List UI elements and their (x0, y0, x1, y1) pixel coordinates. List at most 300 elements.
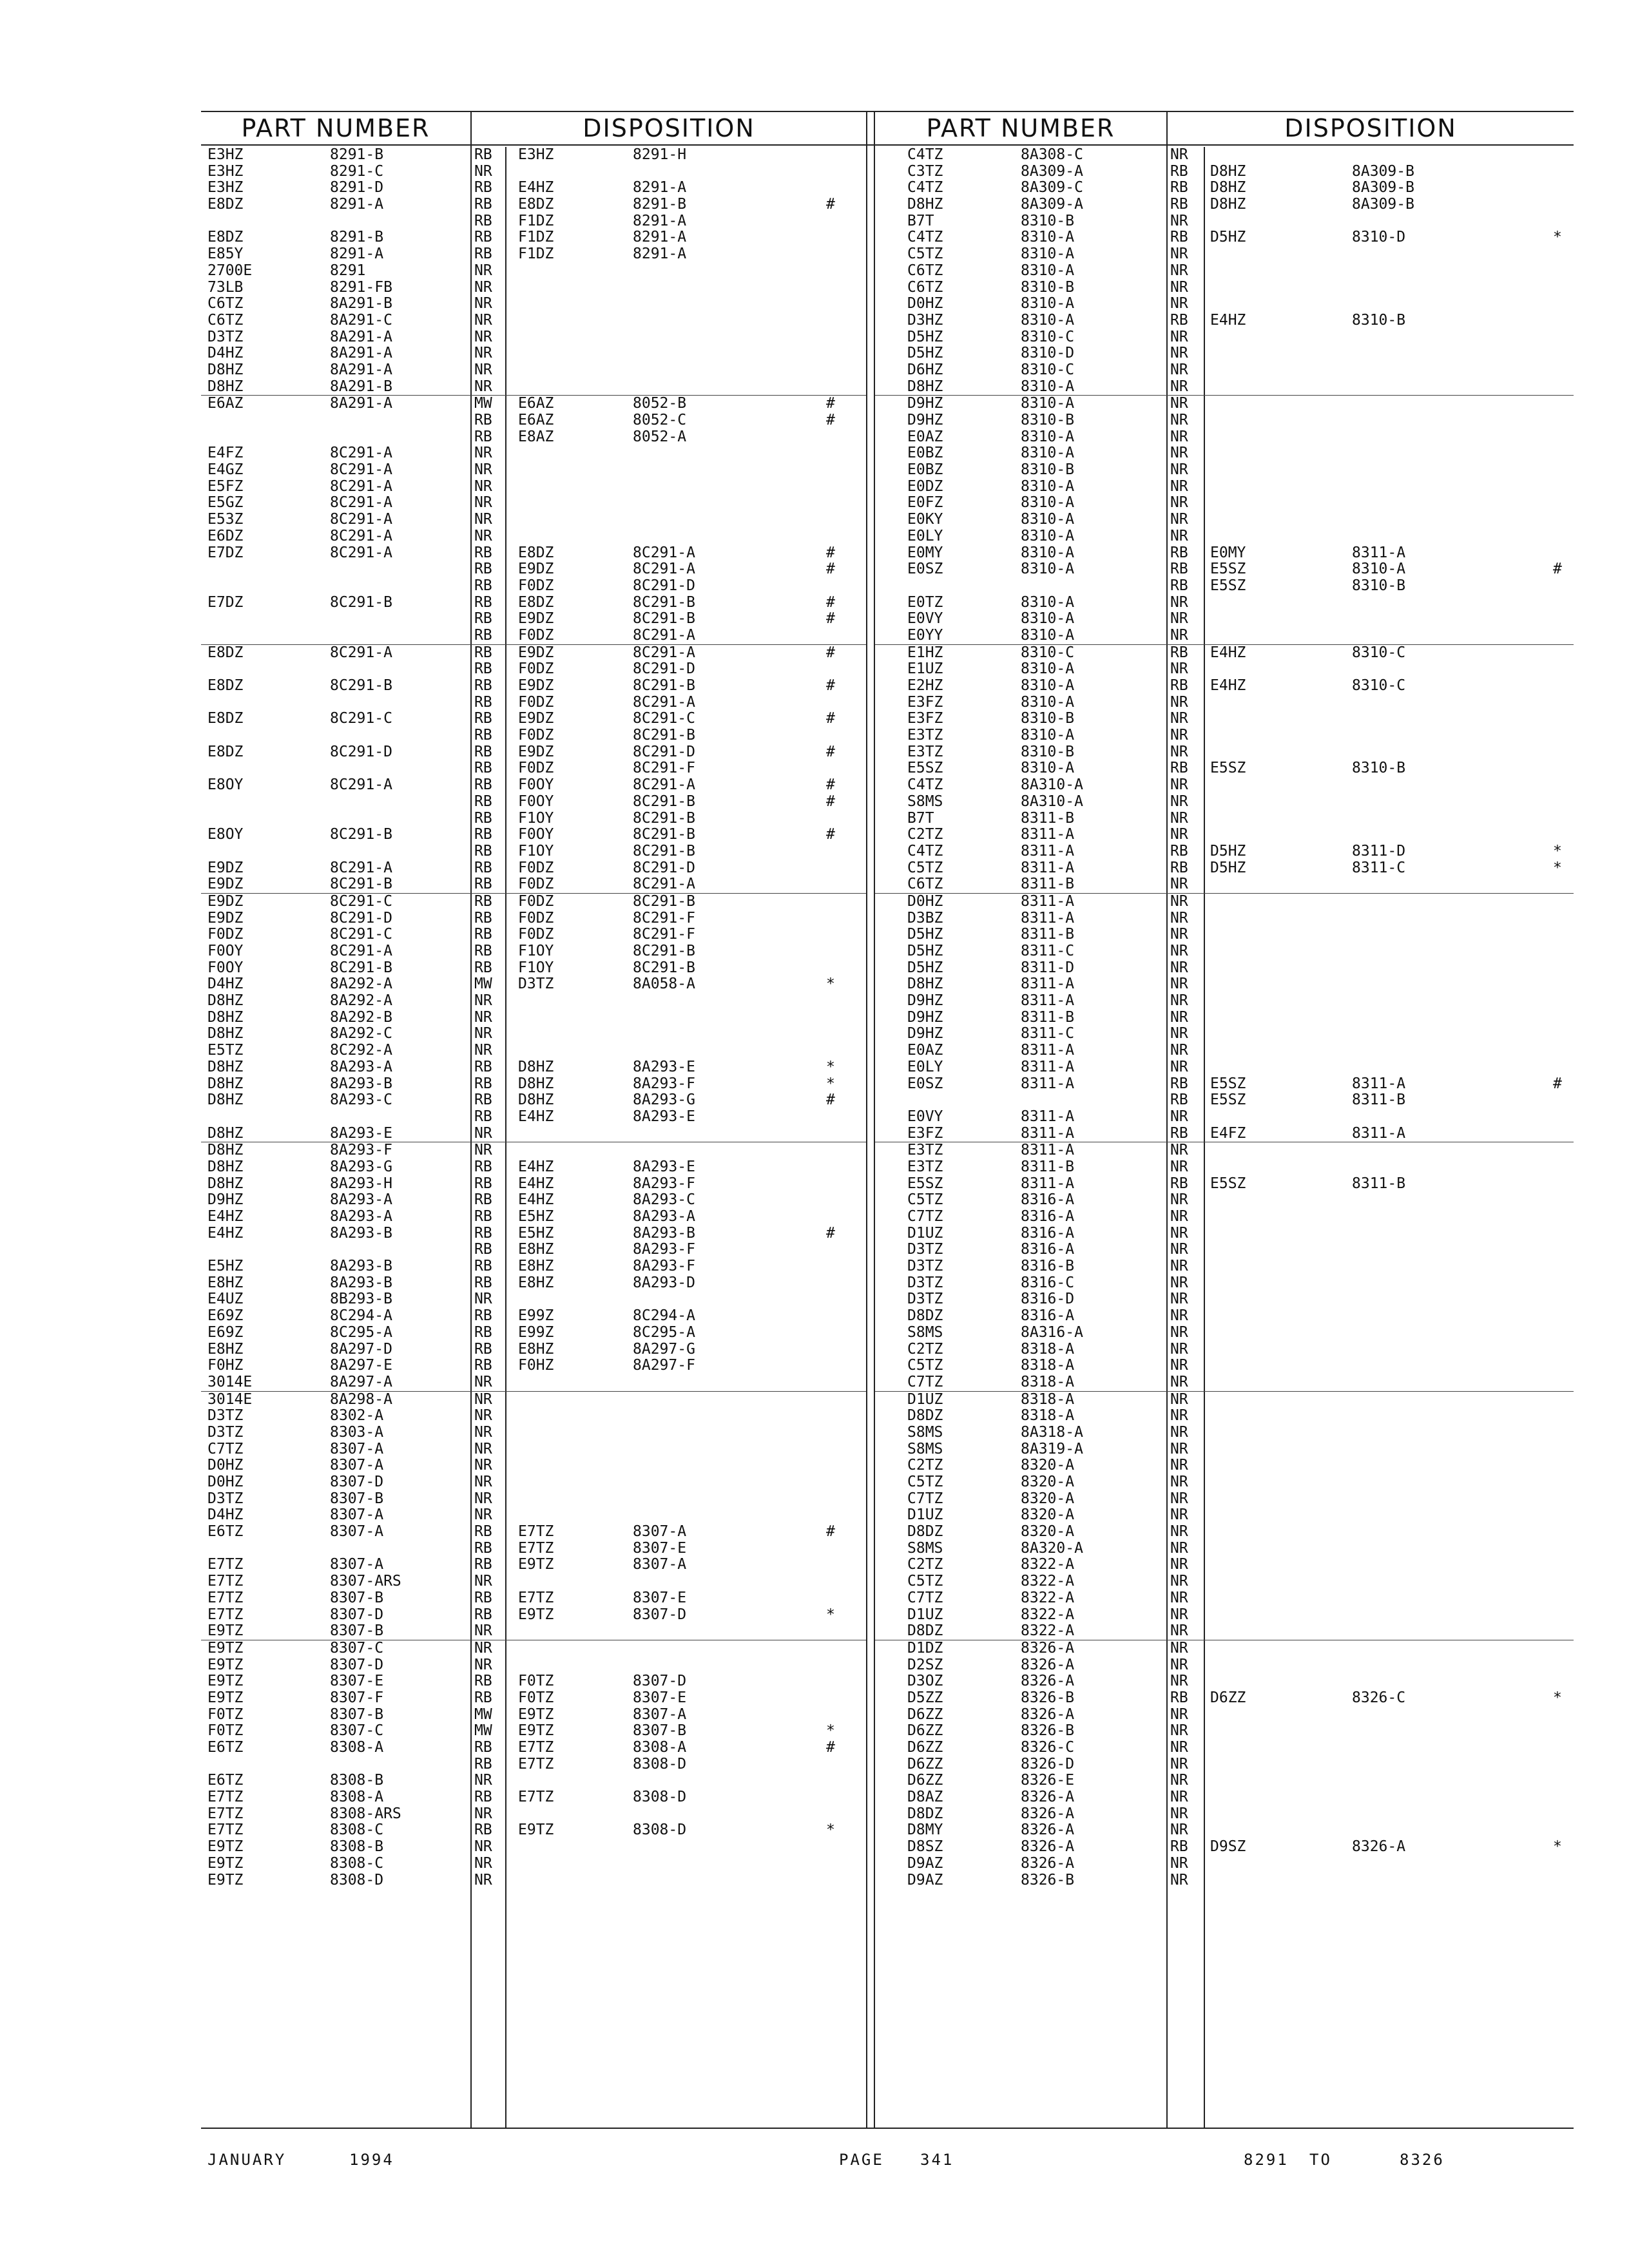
table-row (201, 1607, 866, 1624)
disposition-code: NR (1170, 1357, 1188, 1374)
disposition-code: RB (474, 1158, 492, 1175)
table-row (875, 1507, 1574, 1524)
disposition-code: NR (1170, 1340, 1188, 1358)
disposition-code: NR (1170, 909, 1188, 927)
replacement-part-code: E4HZ (1210, 311, 1246, 329)
footer-year: 1994 (349, 2151, 394, 2169)
disposition-code: RB (474, 1274, 492, 1291)
table-row (875, 744, 1574, 761)
replacement-part-number: 8307-E (633, 1539, 687, 1557)
table-row (201, 1541, 866, 1557)
note-mark: # (826, 677, 835, 694)
part-code: E0KY (907, 511, 943, 528)
part-number: 8A293-C (330, 1091, 392, 1109)
disposition-code: RB (474, 842, 492, 860)
table-row (201, 578, 866, 595)
table-row (875, 1822, 1574, 1839)
replacement-part-code: D5HZ (1210, 859, 1246, 876)
part-code: E0LY (907, 1058, 943, 1075)
disposition-code: NR (474, 1805, 492, 1822)
table-row (201, 147, 866, 164)
replacement-part-code: E5HZ (518, 1208, 554, 1225)
table-row (875, 1425, 1574, 1441)
part-code: E9TZ (207, 1689, 244, 1706)
table-row (875, 1524, 1574, 1541)
disposition-code: NR (474, 1008, 492, 1026)
footer-range-from: 8291 (1244, 2151, 1289, 2169)
table-row (875, 1740, 1574, 1756)
table-row (875, 976, 1574, 993)
part-number: 8311-A (1021, 1058, 1075, 1075)
table-row (875, 1657, 1574, 1674)
part-code: E9DZ (207, 892, 244, 910)
replacement-part-number: 8310-C (1352, 677, 1406, 694)
part-code: E5FZ (207, 477, 244, 495)
disposition-code: NR (1170, 1772, 1188, 1789)
replacement-part-number: 8307-A (633, 1523, 687, 1541)
part-number: 8311-B (1021, 926, 1075, 943)
replacement-part-number: 8052-A (633, 428, 687, 445)
part-code: S8MS (907, 1423, 943, 1441)
part-code: D8DZ (907, 1622, 943, 1640)
note-mark: * (826, 975, 835, 993)
footer-month: JANUARY (207, 2151, 287, 2169)
part-number: 8322-A (1021, 1556, 1075, 1573)
part-code: E3HZ (207, 146, 244, 163)
disposition-code: RB (474, 959, 492, 976)
note-mark: # (826, 412, 835, 428)
table-row (201, 1242, 866, 1258)
table-row (875, 894, 1574, 910)
disposition-code: RB (474, 412, 492, 428)
replacement-part-number: 8C291-D (633, 577, 695, 594)
disposition-code: RB (474, 1058, 492, 1075)
table-row (201, 1789, 866, 1806)
part-number: 8291-A (330, 245, 384, 263)
note-mark: # (826, 743, 835, 760)
replacement-part-code: D9SZ (1210, 1838, 1246, 1856)
replacement-part-code: F0DZ (518, 577, 554, 594)
disposition-code: RB (1170, 1124, 1188, 1142)
part-number: 8C291-B (330, 826, 392, 843)
note-mark: * (826, 1821, 835, 1839)
part-number: 8308-A (330, 1739, 384, 1756)
part-code: E6TZ (207, 1523, 244, 1541)
replacement-part-number: 8311-C (1352, 859, 1406, 876)
disposition-code: NR (1170, 743, 1188, 760)
part-code: F0OY (207, 959, 244, 976)
table-row (875, 1176, 1574, 1193)
part-number: 8311-A (1021, 1075, 1075, 1092)
part-number: 8C291-A (330, 943, 392, 959)
replacement-part-code: E6AZ (518, 395, 554, 412)
part-code: D1UZ (907, 1390, 943, 1408)
part-number: 8A293-B (330, 1075, 392, 1092)
disposition-code: NR (1170, 527, 1188, 544)
table-row (201, 1822, 866, 1839)
table-row (875, 1408, 1574, 1425)
replacement-part-number: 8291-A (633, 212, 687, 229)
part-code: E3HZ (207, 162, 244, 180)
replacement-part-code: E7TZ (518, 1789, 554, 1806)
part-number: 8326-B (1021, 1689, 1075, 1706)
part-number: 8311-A (1021, 826, 1075, 843)
disposition-code: RB (474, 1523, 492, 1541)
part-code: E9TZ (207, 1656, 244, 1673)
part-code: C2TZ (907, 826, 943, 843)
table-row (875, 1806, 1574, 1823)
disposition-code: RB (474, 876, 492, 893)
disposition-code: NR (1170, 511, 1188, 528)
part-code: E0LY (907, 527, 943, 544)
part-code: E0AZ (907, 428, 943, 445)
table-row (875, 362, 1574, 379)
disposition-code: NR (474, 1622, 492, 1640)
disposition-code: NR (474, 1124, 492, 1142)
disposition-code: NR (1170, 262, 1188, 279)
replacement-part-number: 8307-D (633, 1606, 687, 1623)
disposition-code: RB (1170, 1091, 1188, 1109)
part-code: E3TZ (907, 727, 943, 744)
part-code: D8DZ (907, 1407, 943, 1425)
disposition-code: NR (1170, 1589, 1188, 1606)
part-code: E9TZ (207, 1838, 244, 1856)
disposition-code: RB (474, 561, 492, 578)
disposition-code: RB (474, 577, 492, 594)
replacement-part-number: 8A293-E (633, 1108, 695, 1125)
replacement-part-number: 8310-B (1352, 577, 1406, 594)
part-code: D8HZ (207, 1175, 244, 1192)
disposition-code: NR (474, 1291, 492, 1308)
table-row (875, 1392, 1574, 1408)
part-code: D4HZ (207, 345, 244, 362)
replacement-part-number: 8052-B (633, 395, 687, 412)
part-number: 8A291-B (330, 295, 392, 312)
disposition-code: NR (1170, 727, 1188, 744)
replacement-part-number: 8310-C (1352, 644, 1406, 661)
part-code: E8OY (207, 776, 244, 794)
part-code: C4TZ (907, 146, 943, 163)
part-number: 8311-B (1021, 1008, 1075, 1026)
table-row (875, 628, 1574, 645)
table-row (875, 1209, 1574, 1225)
table-row (201, 512, 866, 528)
table-row (201, 1690, 866, 1707)
disposition-code: RB (474, 693, 492, 711)
disposition-code: RB (1170, 229, 1188, 246)
note-mark: # (826, 196, 835, 213)
part-code: E53Z (207, 511, 244, 528)
table-row (875, 910, 1574, 927)
note-mark: # (826, 826, 835, 843)
table-row (201, 1142, 866, 1159)
part-number: 8310-A (1021, 511, 1075, 528)
table-row (875, 960, 1574, 977)
table-row (201, 661, 866, 678)
disposition-code: RB (474, 1175, 492, 1192)
part-code: D9HZ (907, 1025, 943, 1043)
table-row (875, 280, 1574, 296)
note-mark: # (826, 561, 835, 578)
part-number: 8A297-A (330, 1373, 392, 1390)
replacement-part-code: E8HZ (518, 1258, 554, 1275)
right-disposition-header: DISPOSITION (1284, 114, 1457, 142)
disposition-code: RB (474, 1789, 492, 1806)
part-code: D3TZ (907, 1241, 943, 1258)
part-number: 8316-A (1021, 1208, 1075, 1225)
part-number: 8320-A (1021, 1523, 1075, 1541)
part-number: 8318-A (1021, 1357, 1075, 1374)
replacement-part-number: 8C291-A (633, 644, 695, 661)
disposition-code: RB (474, 593, 492, 611)
part-code: E5SZ (907, 1175, 943, 1192)
table-row (875, 760, 1574, 777)
part-code: 3014E (207, 1373, 253, 1390)
table-row (875, 1690, 1574, 1707)
note-mark: # (826, 610, 835, 628)
replacement-part-code: F0DZ (518, 660, 554, 678)
part-code: E8HZ (207, 1274, 244, 1291)
part-code: C7TZ (907, 1373, 943, 1390)
table-row (875, 412, 1574, 429)
disposition-code: NR (474, 1838, 492, 1856)
disposition-code: NR (474, 1407, 492, 1425)
part-number: 8A292-A (330, 975, 392, 993)
disposition-code: NR (1170, 245, 1188, 263)
part-number: 8A293-A (330, 1208, 392, 1225)
table-row (875, 1010, 1574, 1026)
replacement-part-code: E4HZ (518, 1158, 554, 1175)
disposition-code: RB (474, 859, 492, 876)
part-code: E4FZ (207, 445, 244, 462)
table-row (201, 827, 866, 843)
part-number: 8A309-A (1021, 162, 1083, 180)
part-number: 8A293-F (330, 1142, 392, 1159)
table-row (875, 811, 1574, 827)
replacement-part-code: E7TZ (518, 1523, 554, 1541)
disposition-code: NR (474, 1871, 492, 1888)
disposition-code: NR (1170, 1191, 1188, 1209)
replacement-part-code: E99Z (518, 1323, 554, 1341)
table-row (875, 1192, 1574, 1209)
table-row (201, 595, 866, 611)
replacement-part-number: 8C291-B (633, 826, 695, 843)
note-mark: # (826, 793, 835, 810)
part-number: 8311-C (1021, 1025, 1075, 1043)
replacement-part-number: 8C291-B (633, 809, 695, 827)
disposition-code: RB (1170, 644, 1188, 661)
disposition-code: NR (474, 262, 492, 279)
part-number: 8322-A (1021, 1606, 1075, 1623)
replacement-part-code: F0TZ (518, 1689, 554, 1706)
disposition-code: NR (1170, 1539, 1188, 1557)
part-number: 8A309-A (1021, 196, 1083, 213)
disposition-code: RB (1170, 760, 1188, 777)
table-row (201, 1374, 866, 1392)
part-number: 8291-B (330, 229, 384, 246)
left-part-number-header: PART NUMBER (241, 114, 430, 142)
part-number: 8307-F (330, 1689, 384, 1706)
replacement-part-code: E9DZ (518, 561, 554, 578)
part-code: C2TZ (907, 1340, 943, 1358)
part-code: E9TZ (207, 1871, 244, 1888)
disposition-code: RB (474, 727, 492, 744)
part-code: E3FZ (907, 693, 943, 711)
part-code: E0BZ (907, 461, 943, 479)
table-row (875, 528, 1574, 545)
disposition-code: NR (474, 311, 492, 329)
part-code: E7TZ (207, 1573, 244, 1590)
table-row (201, 794, 866, 811)
part-number: 8307-C (330, 1639, 384, 1657)
part-code: E3TZ (907, 1142, 943, 1159)
part-number: 8310-A (1021, 445, 1075, 462)
table-row (875, 213, 1574, 230)
replacement-part-number: 8C291-B (633, 727, 695, 744)
part-number: 8308-B (330, 1772, 384, 1789)
note-mark: * (1553, 1689, 1562, 1706)
part-number: 8C291-A (330, 859, 392, 876)
part-number: 8310-C (1021, 328, 1075, 345)
table-row (201, 1341, 866, 1358)
part-number: 8C291-C (330, 892, 392, 910)
part-code: D8AZ (907, 1789, 943, 1806)
replacement-part-code: F1DZ (518, 212, 554, 229)
replacement-part-code: E5SZ (1210, 577, 1246, 594)
part-number: 8A318-A (1021, 1423, 1083, 1441)
replacement-part-number: 8308-D (633, 1821, 687, 1839)
part-number: 8C291-B (330, 959, 392, 976)
replacement-part-number: 8308-D (633, 1755, 687, 1773)
disposition-code: RB (474, 1589, 492, 1606)
disposition-code: NR (1170, 328, 1188, 345)
table-row (201, 1507, 866, 1524)
disposition-code: NR (1170, 412, 1188, 428)
replacement-part-code: E9TZ (518, 1821, 554, 1839)
part-number: 8307-D (330, 1474, 384, 1490)
part-number: 8308-ARS (330, 1805, 401, 1822)
part-number: 8308-C (330, 1821, 384, 1839)
part-code: C6TZ (207, 311, 244, 329)
part-number: 8310-A (1021, 428, 1075, 445)
part-number: 8310-B (1021, 412, 1075, 428)
disposition-code: RB (474, 743, 492, 760)
part-number: 8310-A (1021, 626, 1075, 644)
part-number: 8A292-A (330, 992, 392, 1010)
part-code: D1DZ (907, 1639, 943, 1657)
table-row (875, 927, 1574, 943)
disposition-code: RB (474, 1323, 492, 1341)
disposition-code: NR (474, 1772, 492, 1789)
table-row (875, 147, 1574, 164)
table-row (875, 1640, 1574, 1657)
table-row (875, 1308, 1574, 1325)
note-mark: # (826, 593, 835, 611)
part-number: 8310-A (1021, 245, 1075, 263)
disposition-code: RB (474, 1357, 492, 1374)
disposition-code: RB (1170, 179, 1188, 197)
replacement-part-number: 8307-E (633, 1589, 687, 1606)
disposition-code: RB (1170, 561, 1188, 578)
replacement-part-number: 8C291-B (633, 793, 695, 810)
part-code: C5TZ (907, 1474, 943, 1490)
disposition-code: NR (1170, 926, 1188, 943)
part-number: 8318-A (1021, 1340, 1075, 1358)
part-number: 8311-A (1021, 859, 1075, 876)
replacement-part-number: 8291-H (633, 146, 687, 163)
replacement-part-number: 8A297-G (633, 1340, 695, 1358)
part-number: 8326-A (1021, 1673, 1075, 1690)
part-number: 8A293-A (330, 1191, 392, 1209)
note-mark: # (1553, 561, 1562, 578)
table-row (875, 1374, 1574, 1392)
table-row (875, 1076, 1574, 1093)
table-row (201, 1176, 866, 1193)
replacement-part-code: E5SZ (1210, 760, 1246, 777)
table-row (201, 1408, 866, 1425)
part-number: 8307-D (330, 1656, 384, 1673)
replacement-part-code: E5SZ (1210, 1075, 1246, 1092)
part-code: C6TZ (907, 278, 943, 296)
replacement-part-code: E5HZ (518, 1224, 554, 1242)
part-code: E0FZ (907, 494, 943, 512)
table-row (201, 362, 866, 379)
part-code: E2HZ (907, 677, 943, 694)
disposition-code: RB (474, 1307, 492, 1325)
table-row (875, 1773, 1574, 1789)
table-row (201, 329, 866, 346)
disposition-code: RB (474, 1340, 492, 1358)
part-number: 8291 (330, 262, 366, 279)
replacement-part-code: D3TZ (518, 975, 554, 993)
part-number: 8310-A (1021, 610, 1075, 628)
table-row (875, 595, 1574, 611)
part-number: 8310-A (1021, 295, 1075, 312)
table-row (201, 1209, 866, 1225)
disposition-code: NR (1170, 1307, 1188, 1325)
table-row (201, 1491, 866, 1508)
disposition-code: NR (1170, 1755, 1188, 1773)
table-row (201, 280, 866, 296)
replacement-part-code: E4HZ (518, 1175, 554, 1192)
disposition-code: NR (1170, 892, 1188, 910)
table-row (201, 429, 866, 446)
part-code: E69Z (207, 1323, 244, 1341)
part-number: 8308-D (330, 1871, 384, 1888)
table-row (875, 1856, 1574, 1872)
table-row (875, 611, 1574, 628)
replacement-part-number: 8A293-B (633, 1224, 695, 1242)
table-row (201, 1358, 866, 1374)
table-row (875, 445, 1574, 462)
part-code: E9DZ (207, 876, 244, 893)
table-row (875, 180, 1574, 197)
part-code: D6ZZ (907, 1755, 943, 1773)
footer-page-number: 341 (920, 2151, 954, 2169)
disposition-code: RB (474, 1539, 492, 1557)
replacement-part-code: E9DZ (518, 644, 554, 661)
replacement-part-number: 8291-A (633, 229, 687, 246)
disposition-code: RB (1170, 1689, 1188, 1706)
replacement-part-code: D8HZ (1210, 162, 1246, 180)
replacement-part-code: E7TZ (518, 1739, 554, 1756)
part-number: 8307-B (330, 1589, 384, 1606)
part-code: C5TZ (907, 1357, 943, 1374)
replacement-part-number: 8C291-D (633, 743, 695, 760)
disposition-code: NR (1170, 876, 1188, 893)
part-code: E3HZ (207, 179, 244, 197)
table-row (875, 246, 1574, 263)
